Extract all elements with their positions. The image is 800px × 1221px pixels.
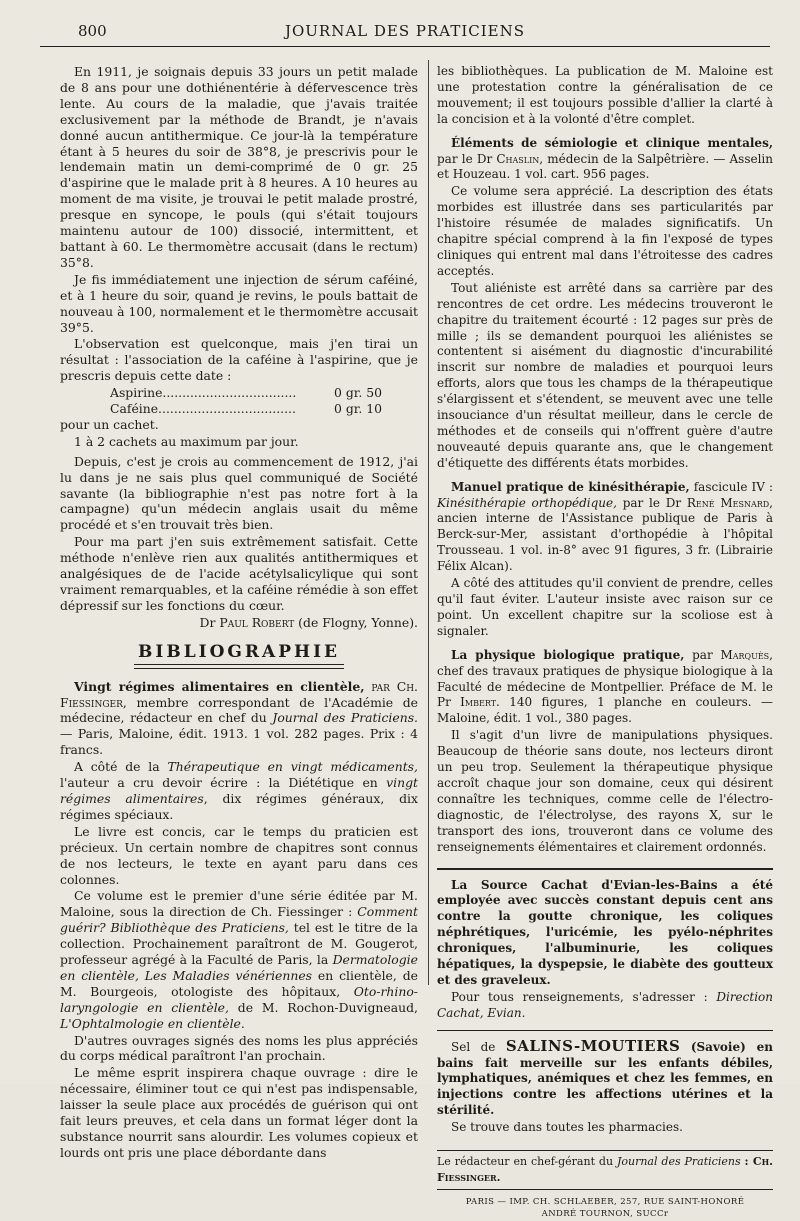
review-text: tel est le titre de la collection. Prochainement paraîtront de M. Gougerot, professeur agrégé à la Faculté de Paris, la — [60, 920, 418, 968]
journal-title: JOURNAL DES PRATICIENS — [284, 22, 526, 40]
review-text: 140 figures, 1 planche en couleurs. — Maloine, édit. 1 vol., 380 pages. — [437, 695, 773, 726]
review-text: , dix régimes généraux, dix régimes spéciaux. — [60, 790, 418, 822]
ad-contact — [437, 990, 773, 1022]
article-paragraph: Depuis, c'est je crois au commencement de 1912, j'ai lu dans je ne sais plus quel communiqué de Société savante (la bibliographie n'est pas notre fort à la campagne) qu'un médecin anglais usait du même procédé et s'en trouvait très bien. — [60, 453, 418, 533]
review-journal: Journal des Praticiens. — [272, 710, 418, 726]
page-number: 800 — [78, 22, 107, 40]
column-divider — [428, 60, 429, 985]
right-column — [437, 64, 773, 1221]
article-paragraph: En 1911, je soignais depuis 33 jours un petit malade de 8 ans pour une dothiénentérie à défervescence très lente. Au cours de la maladie, que j'avais traitée exclusivement par la méthode de Brandt, je n'avais donné aucun antithermique. Ce jour-là la température étant à 5 heures du soir de 38°8, je prescrivis pour le lendemain matin un demi-comprimé de 0 gr. 25 d'aspirine que le malade prit à 8 heures. A 10 heures au moment de ma visite, je trouvai le petit malade prostré, presque en syncope, le pouls (qui s'était toujours maintenu autour de 100) dissocié, intermittent, et battant à 60. Le thermomètre accusait (dans le rectum) 35°8. — [60, 64, 418, 270]
advertisement-salins — [437, 1030, 773, 1136]
ad-body: a été employée avec succès constant depuis cent ans contre la goutte chronique, les coliques néphrétiques, l'uricémie, les pyélo-néphrites chroniques, l'albuminurie, les coliques hépatiques, la dyspepsie, le diabète des goutteux et des graveleux. — [437, 877, 773, 987]
review-italic: Comment guérir? Bibliothèque des Praticiens, — [60, 904, 418, 936]
review-paragraph: Tout aliéniste est arrêté dans sa carrière par des rencontres de cet ordre. Les médecins trouveront le chapitre du traitement écourté : 12 pages sur près de mille ; ils se demandent pourquoi les aliénistes se contentent si aisément du diagnostic d'incurabilité inscrit sur nombre de maladies et pourquoi leurs efforts, alors que tous les champs de la thérapeutique s'élargissent et s'étendent, se meuvent avec une telle insouciance d'un résultat meilleur, dans le cercle de méthodes et de conseils qui n'offrent guère d'autre nouveauté depuis quarante ans, que le changement d'étiquette des différents états morbides. — [437, 280, 773, 470]
review-text: A côté de la — [74, 759, 160, 775]
imprint-line: PARIS — IMP. CH. SCHLAEBER, 257, RUE SAINT-HONORÉ — [465, 1196, 745, 1207]
article-paragraph: Pour ma part j'en suis extrêmement satisfait. Cette méthode n'enlève rien aux qualités antithermiques et analgésiques de de l'acide acétylsalicylique qui sont vraiment remarquables, et la caféine rémédie à son effet dépressif sur les fonctions du cœur. — [60, 534, 418, 613]
ad-text: Pour tous renseignements, s'adresser : — [451, 989, 708, 1004]
editor-text: Le rédacteur en chef-gérant du — [437, 1155, 614, 1169]
review-entry — [60, 679, 418, 759]
signature-name: Paul Robert — [219, 614, 295, 630]
review-entry — [437, 480, 773, 575]
review-italic: Dermatologie en clientèle, Les Maladies vénériennes — [60, 952, 418, 983]
ad-brand: SALINS-MOUTIERS — [505, 1036, 681, 1055]
signature-title: Dr — [199, 614, 216, 630]
editor-journal: Journal des Praticiens — [616, 1155, 741, 1169]
review-italic: Thérapeutique en vingt médicaments, — [167, 759, 418, 775]
review-text: Ce volume est le premier d'une série éditée par M. Maloine, sous la direction de Ch. Fiessinger : — [60, 888, 418, 920]
review-text: en clientèle, de M. Bourgeois, otologiste des hôpitaux, — [60, 967, 418, 999]
review-publisher: — Paris, Maloine, édit. 1913. 1 vol. 282 pages. Prix : 4 francs. — [60, 726, 418, 758]
prescription-line — [60, 401, 418, 417]
review-paragraph: Le livre est concis, car le temps du praticien est précieux. Un certain nombre de chapitres sont connus de nos lecteurs, le texte en ayant paru dans ces colonnes. — [60, 823, 418, 887]
advertisement-cachat — [437, 868, 773, 1022]
imprint-line: ANDRÉ TOURNON, SUCCr — [541, 1208, 669, 1219]
review-paragraph: Ce volume sera apprécié. La description des états morbides est illustrée dans ses particularités par l'histoire résumée de malades significatifs. Un chapitre spécial comprend à la fin l'exposé de types cliniques qui entrent mal dans l'étroitesse des cadres acceptés. — [437, 184, 773, 278]
prescription-item: Caféine................................... — [110, 401, 296, 417]
article-paragraph: Je fis immédiatement une injection de sérum caféiné, et à 1 heure du soir, quand je revins, le pouls battait de nouveau à 100, normalement et le thermomètre accusait 39°5. — [60, 271, 418, 335]
prescription-dose: 0 gr. 50 — [334, 385, 382, 401]
review-paragraph: Le même esprit inspirera chaque ouvrage : dire le nécessaire, éliminer tout ce qui n'est pas indispensable, laisser la seule place aux procédés de guérison qui ont fait leurs preuves, et cela dans un format léger dont la substance nourrit sans alourdir. Les volumes copieux et lourds ont pris une place débordante dans — [60, 1065, 418, 1160]
ad-text: Se trouve dans toutes les pharmacies. — [451, 1120, 683, 1135]
ad-body: (Savoie) en bains fait merveille sur les enfants débiles, lymphatiques, anémiques et chez les femmes, en injections contre les affections utérines et la stérilité. — [437, 1039, 773, 1118]
review-entry — [437, 648, 773, 728]
article-paragraph: pour un cachet. — [60, 416, 159, 432]
heading-rule — [134, 664, 344, 669]
ad-text: Sel de — [451, 1039, 496, 1054]
bibliography-heading — [60, 641, 418, 669]
ad-italic: Direction Cachat, Evian. — [437, 989, 773, 1020]
ad-title: La Source Cachat d'Evian-les-Bains — [451, 877, 718, 892]
review-author: Imbert. — [460, 695, 500, 710]
ad-text — [437, 1036, 773, 1120]
review-paragraph — [60, 888, 418, 1031]
review-text: par le Dr — [622, 495, 682, 510]
review-author: René Mesnard, — [686, 495, 773, 510]
review-author: par Ch. Fiessinger, — [60, 678, 418, 710]
bibliography-heading-text: BIBLIOGRAPHIE — [138, 641, 340, 662]
ad-text — [437, 878, 773, 989]
printer-imprint — [437, 1196, 773, 1220]
review-paragraph — [60, 759, 418, 823]
editor-name: : Ch. Fiessinger. — [437, 1155, 773, 1184]
review-title: Éléments de sémiologie et clinique mentales, — [451, 135, 773, 150]
review-title: Manuel pratique de kinésithérapie, — [451, 479, 690, 494]
review-italic: L'Ophtalmologie en clientèle. — [60, 1015, 245, 1031]
article-paragraph: 1 à 2 cachets au maximum par jour. — [74, 433, 299, 449]
left-column — [60, 64, 418, 1162]
review-text: chef des travaux pratiques de physique biologique à la Faculté de médecine de Montpellier. Préface de M. le Pr — [437, 663, 773, 710]
review-author: Marquès, — [720, 647, 773, 662]
review-italic: Kinésithérapie orthopédique, — [437, 495, 617, 510]
review-entry — [437, 136, 773, 184]
prescription-item: Aspirine.................................. — [110, 385, 297, 401]
review-author: Chaslin, — [496, 151, 544, 166]
review-paragraph: D'autres ouvrages signés des noms les plus appréciés du corps médical paraîtront l'an prochain. — [60, 1032, 418, 1064]
review-paragraph: Il s'agit d'un livre de manipulations physiques. Beaucoup de théorie sans doute, nos lecteurs diront un peu trop. Seulement la thérapeutique physique accroît chaque jour son domaine, ceux qui désirent connaître les techniques, comme celle de l'électro-diagnostic, de l'électrolyse, des rayons X, sur le transport des ions, trouveront dans ce volume des renseignements élémentaires et clairement ordonnés. — [437, 728, 773, 854]
review-text: médecin de la Salpêtrière. — Asselin et Houzeau. 1 vol. cart. 956 pages. — [437, 151, 773, 182]
review-text: par le Dr — [437, 151, 493, 166]
review-italic: Oto-rhino-laryngologie en clientèle, — [60, 983, 418, 1015]
review-text: membre correspondant de l'Académie de médecine, rédacteur en chef du — [60, 694, 418, 726]
review-text: par — [692, 647, 713, 662]
review-text: ancien interne de l'Assistance publique de Paris à Berck-sur-Mer, assistant d'orthopédie à l'hôpital Trousseau. 1 vol. in-8° avec 91 figures, 3 fr. (Librairie Félix Alcan). — [437, 511, 773, 574]
page-header — [40, 20, 770, 47]
prescription-dose: 0 gr. 10 — [334, 401, 382, 417]
article-paragraph: L'observation est quelconque, mais j'en tirai un résultat : l'association de la caféine à l'aspirine, que je prescris depuis cette date : — [60, 336, 418, 384]
review-text: fascicule IV : — [693, 479, 773, 494]
author-signature — [60, 615, 418, 631]
review-title: La physique biologique pratique, — [451, 647, 685, 662]
review-text: de M. Rochon-Duvigneaud, — [237, 999, 418, 1015]
review-italic: vingt régimes alimentaires — [60, 775, 418, 806]
review-paragraph: A côté des attitudes qu'il convient de prendre, celles qu'il faut éviter. L'auteur insiste avec raison sur ce point. Un excellent chapitre sur la scoliose est à signaler. — [437, 576, 773, 638]
review-text: l'auteur a cru devoir écrire : la Diététique en — [60, 775, 378, 791]
prescription-line — [60, 385, 418, 401]
review-paragraph: les bibliothèques. La publication de M. Maloine est une protestation contre la généralisation de ce mouvement; il est toujours possible d'allier la clarté à la concision et à la volonté d'être complet. — [437, 64, 773, 126]
signature-place: (de Flogny, Yonne). — [298, 614, 418, 630]
review-title: Vingt régimes alimentaires en clientèle, — [74, 678, 365, 694]
editor-line — [437, 1150, 773, 1190]
